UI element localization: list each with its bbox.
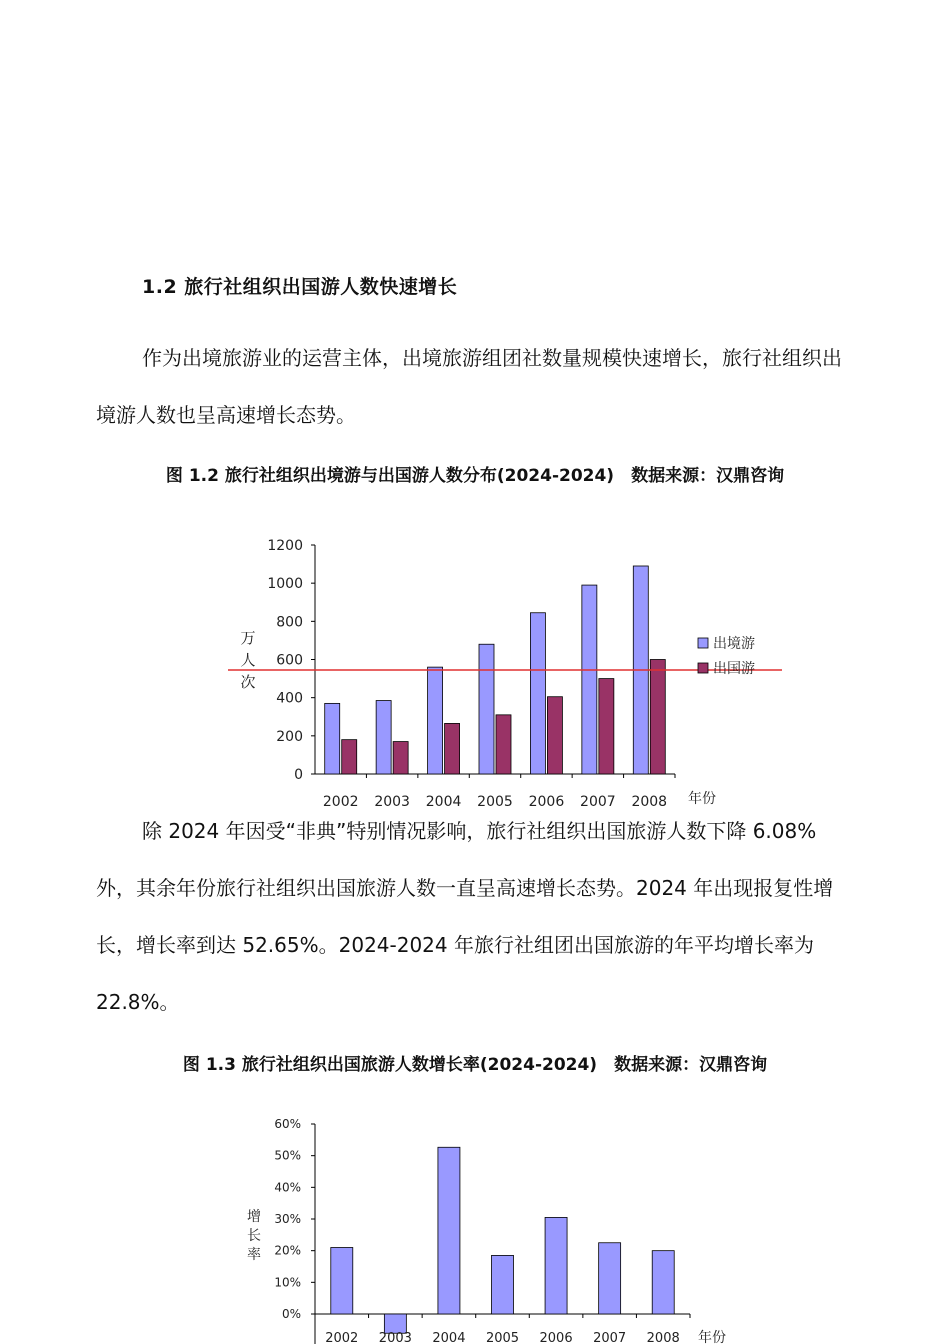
x-tick-label: 2002 (322, 794, 359, 810)
y-tick-label: 0 (294, 767, 303, 783)
figure-1-2-caption: 图 1.2 旅行社组织出境游与出国游人数分布(2024-2024) 数据来源：汉鼎咨询 (165, 466, 785, 486)
outbound-tourists-chart (220, 525, 800, 815)
legend-swatch (698, 638, 708, 648)
x-tick-label: 2004 (432, 1331, 466, 1344)
legend-label: 出境游 (713, 636, 755, 652)
paragraph-1-text: 作为出境旅游业的运营主体，出境旅游组团社数量规模快速增长，旅行社组织出境游人数也呈高速增长态势。 (96, 346, 842, 427)
growth-bar (599, 1243, 621, 1314)
x-tick-label: 2005 (477, 794, 513, 810)
x-tick-label: 2006 (528, 794, 565, 810)
y-axis-label: 长 (247, 1228, 261, 1244)
paragraph-2-text: 除 2024 年因受“非典”特别情况影响，旅行社组织出国旅游人数下降 6.08%外，其余年份旅行社组织出国旅游人数一直呈高速增长态势。2024 年出现报复性增长，增长率到达 52.65%。2024-2024 年旅行社组团出国旅游的年平均增长率为 22.8%。 (96, 819, 834, 1014)
growth-rate-chart (220, 1108, 740, 1344)
y-tick-label: 50% (274, 1148, 301, 1163)
y-axis-label: 次 (240, 673, 256, 691)
bar-abroad (650, 660, 665, 775)
growth-bar (652, 1251, 674, 1314)
legend-label: 出国游 (713, 661, 755, 677)
x-tick-label: 2004 (425, 794, 462, 810)
y-axis-label: 率 (247, 1247, 261, 1263)
growth-bar (492, 1255, 514, 1314)
y-axis-label: 人 (240, 651, 256, 669)
bar-outbound (530, 613, 545, 774)
x-tick-label: 2008 (646, 1331, 680, 1344)
x-tick-label: 2005 (485, 1331, 520, 1344)
y-tick-label: 1000 (267, 576, 303, 593)
x-tick-label: 2003 (374, 794, 410, 810)
legend-swatch (698, 663, 708, 673)
y-axis-label: 增 (247, 1209, 261, 1225)
x-axis-label: 年份 (698, 1330, 726, 1344)
bar-abroad (496, 715, 511, 774)
figure-1-3-caption: 图 1.3 旅行社组织出国旅游人数增长率(2024-2024) 数据来源：汉鼎咨询 (182, 1055, 768, 1075)
y-tick-label: 200 (276, 728, 303, 745)
bar-outbound (479, 644, 494, 774)
y-tick-label: 0% (281, 1307, 301, 1321)
y-tick-label: 1200 (267, 538, 303, 554)
bar-outbound (428, 667, 443, 774)
bar-abroad (445, 723, 460, 774)
paragraph-1 (96, 330, 856, 444)
bar-outbound (376, 701, 391, 774)
x-tick-label: 2006 (539, 1331, 573, 1344)
y-tick-label: 400 (276, 690, 303, 707)
y-tick-label: 40% (274, 1180, 301, 1195)
bar-abroad (547, 697, 562, 774)
section-title: 1.2 旅行社组织出国游人数快速增长 (142, 276, 458, 298)
paragraph-2 (96, 803, 856, 1031)
growth-bar (545, 1217, 567, 1314)
y-tick-label: 30% (274, 1212, 301, 1226)
y-tick-label: 20% (274, 1243, 301, 1258)
x-tick-label: 2003 (378, 1331, 412, 1344)
growth-bar (438, 1147, 460, 1314)
x-tick-label: 2007 (580, 794, 616, 810)
y-tick-label: 600 (276, 652, 303, 669)
y-tick-label: 60% (274, 1117, 301, 1131)
bar-abroad (393, 742, 408, 774)
y-axis-label: 万 (240, 629, 256, 647)
y-tick-label: 10% (274, 1275, 301, 1290)
bar-abroad (599, 679, 614, 774)
x-axis-label: 年份 (688, 791, 716, 807)
bar-abroad (342, 740, 357, 774)
y-tick-label: 800 (276, 614, 303, 631)
x-tick-label: 2007 (593, 1331, 627, 1344)
x-tick-label: 2008 (631, 794, 668, 810)
x-tick-label: 2002 (325, 1331, 359, 1344)
bar-outbound (582, 585, 597, 774)
bar-outbound (325, 703, 340, 774)
growth-bar (331, 1248, 353, 1315)
